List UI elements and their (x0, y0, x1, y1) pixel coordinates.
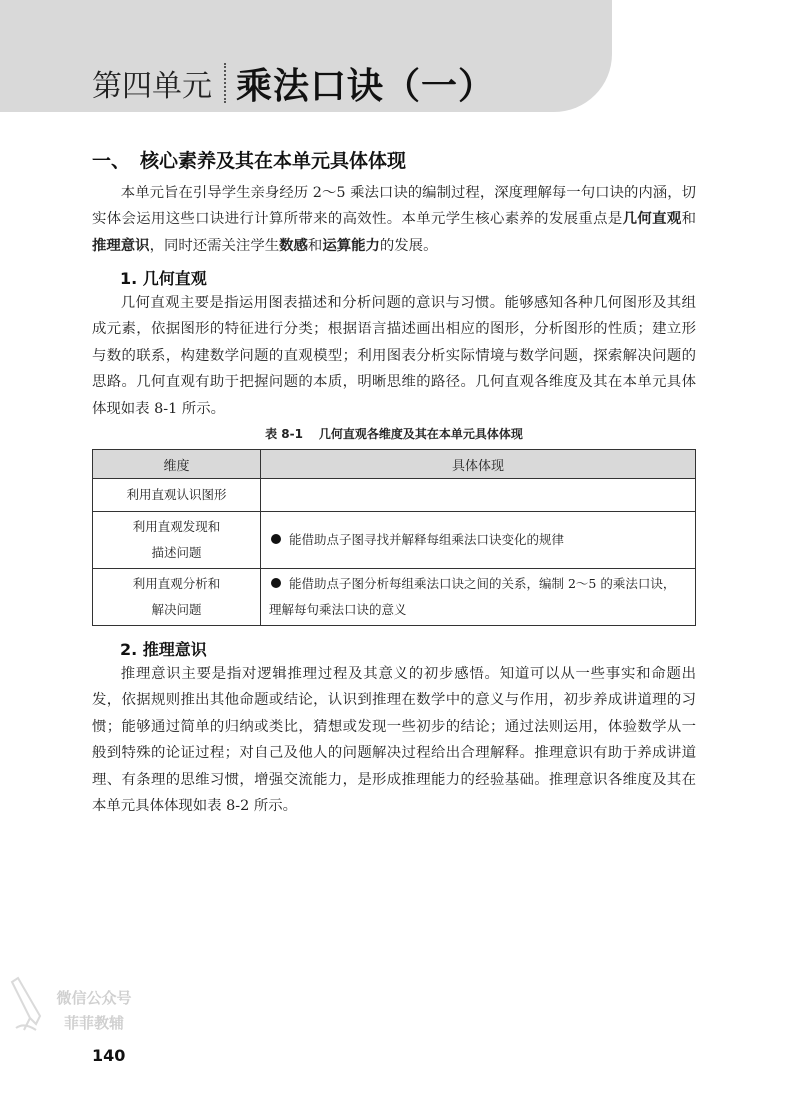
table-cell-detail (261, 479, 696, 512)
table-caption-title: 几何直观各维度及其在本单元具体体现 (318, 427, 523, 441)
subsection-2-title: 2. 推理意识 (120, 640, 207, 659)
table-cell-dimension: 利用直观认识图形 (93, 479, 261, 512)
keyword-reasoning-awareness: 推理意识 (92, 237, 150, 254)
intro-paragraph: 本单元旨在引导学生亲身经历 2～5 乘法口诀的编制过程，深度理解每一句口诀的内涵，切实体会运用这些口诀进行计算所带来的高效性。本单元学生核心素养的发展重点是几何直观和推理意识，同时还需关注学生数感和运算能力的发展。 (92, 185, 696, 254)
table-cell-dimension: 利用直观发现和 描述问题 (93, 512, 261, 569)
table-cell-detail: 能借助点子图分析每组乘法口诀之间的关系，编制 2～5 的乘法口诀，理解每句乘法口诀的意义 (261, 569, 696, 626)
subsection-2-paragraph: 推理意识主要是指对逻辑推理过程及其意义的初步感悟。知道可以从一些事实和命题出发，依据规则推出其他命题或结论，认识到推理在数学中的意义与作用，初步养成讲道理的习惯；能够通过简单的归纳或类比，猜想或发现一些初步的结论；通过法则运用，体验数学从一般到特殊的论证过程；对自己及他人的问题解决过程给出合理解释。推理意识有助于养成讲道理、有条理的思维习惯，增强交流能力，是形成推理能力的经验基础。推理意识各维度及其在本单元具体体现如表 8-2 所示。 (92, 666, 696, 815)
keyword-number-sense: 数感 (279, 237, 308, 254)
bullet-icon (271, 534, 281, 544)
dimension-table (92, 449, 696, 626)
title-divider (224, 63, 226, 103)
section-heading (92, 146, 712, 173)
table-caption (92, 425, 696, 442)
watermark-text: 微信公众号 菲菲教辅 (56, 989, 132, 1032)
unit-title (92, 60, 495, 106)
unit-name: 乘法口诀（一） (236, 65, 496, 107)
table-caption-number: 表 8-1 (265, 427, 303, 441)
unit-label: 第四单元 (92, 69, 212, 104)
table-header-detail: 具体体现 (261, 450, 696, 479)
bullet-icon (271, 578, 281, 588)
table-cell-dimension: 利用直观分析和 解决问题 (93, 569, 261, 626)
subsection-1-paragraph: 几何直观主要是指运用图表描述和分析问题的意识与习惯。能够感知各种几何图形及其组成元素，依据图形的特征进行分类；根据语言描述画出相应的图形，分析图形的性质；建立形与数的联系，构建数学问题的直观模型；利用图表分析实际情境与数学问题，探索解决问题的思路。几何直观有助于把握问题的本质，明晰思维的路径。几何直观各维度及其在本单元具体体现如表 8-1 所示。 (92, 295, 696, 417)
watermark (10, 968, 150, 1042)
section-title: 核心素养及其在本单元具体体现 (140, 150, 407, 172)
table-header-dimension: 维度 (93, 450, 261, 479)
table-row (93, 479, 696, 512)
subsection-1-title: 1. 几何直观 (120, 269, 207, 288)
page-number: 140 (92, 1046, 126, 1065)
table-cell-detail: 能借助点子图寻找并解释每组乘法口诀变化的规律 (261, 512, 696, 569)
table-row (93, 569, 696, 626)
keyword-computation-ability: 运算能力 (322, 237, 380, 254)
keyword-geometry-intuition: 几何直观 (622, 211, 682, 228)
table-row (93, 512, 696, 569)
section-number: 一、 (92, 150, 131, 172)
